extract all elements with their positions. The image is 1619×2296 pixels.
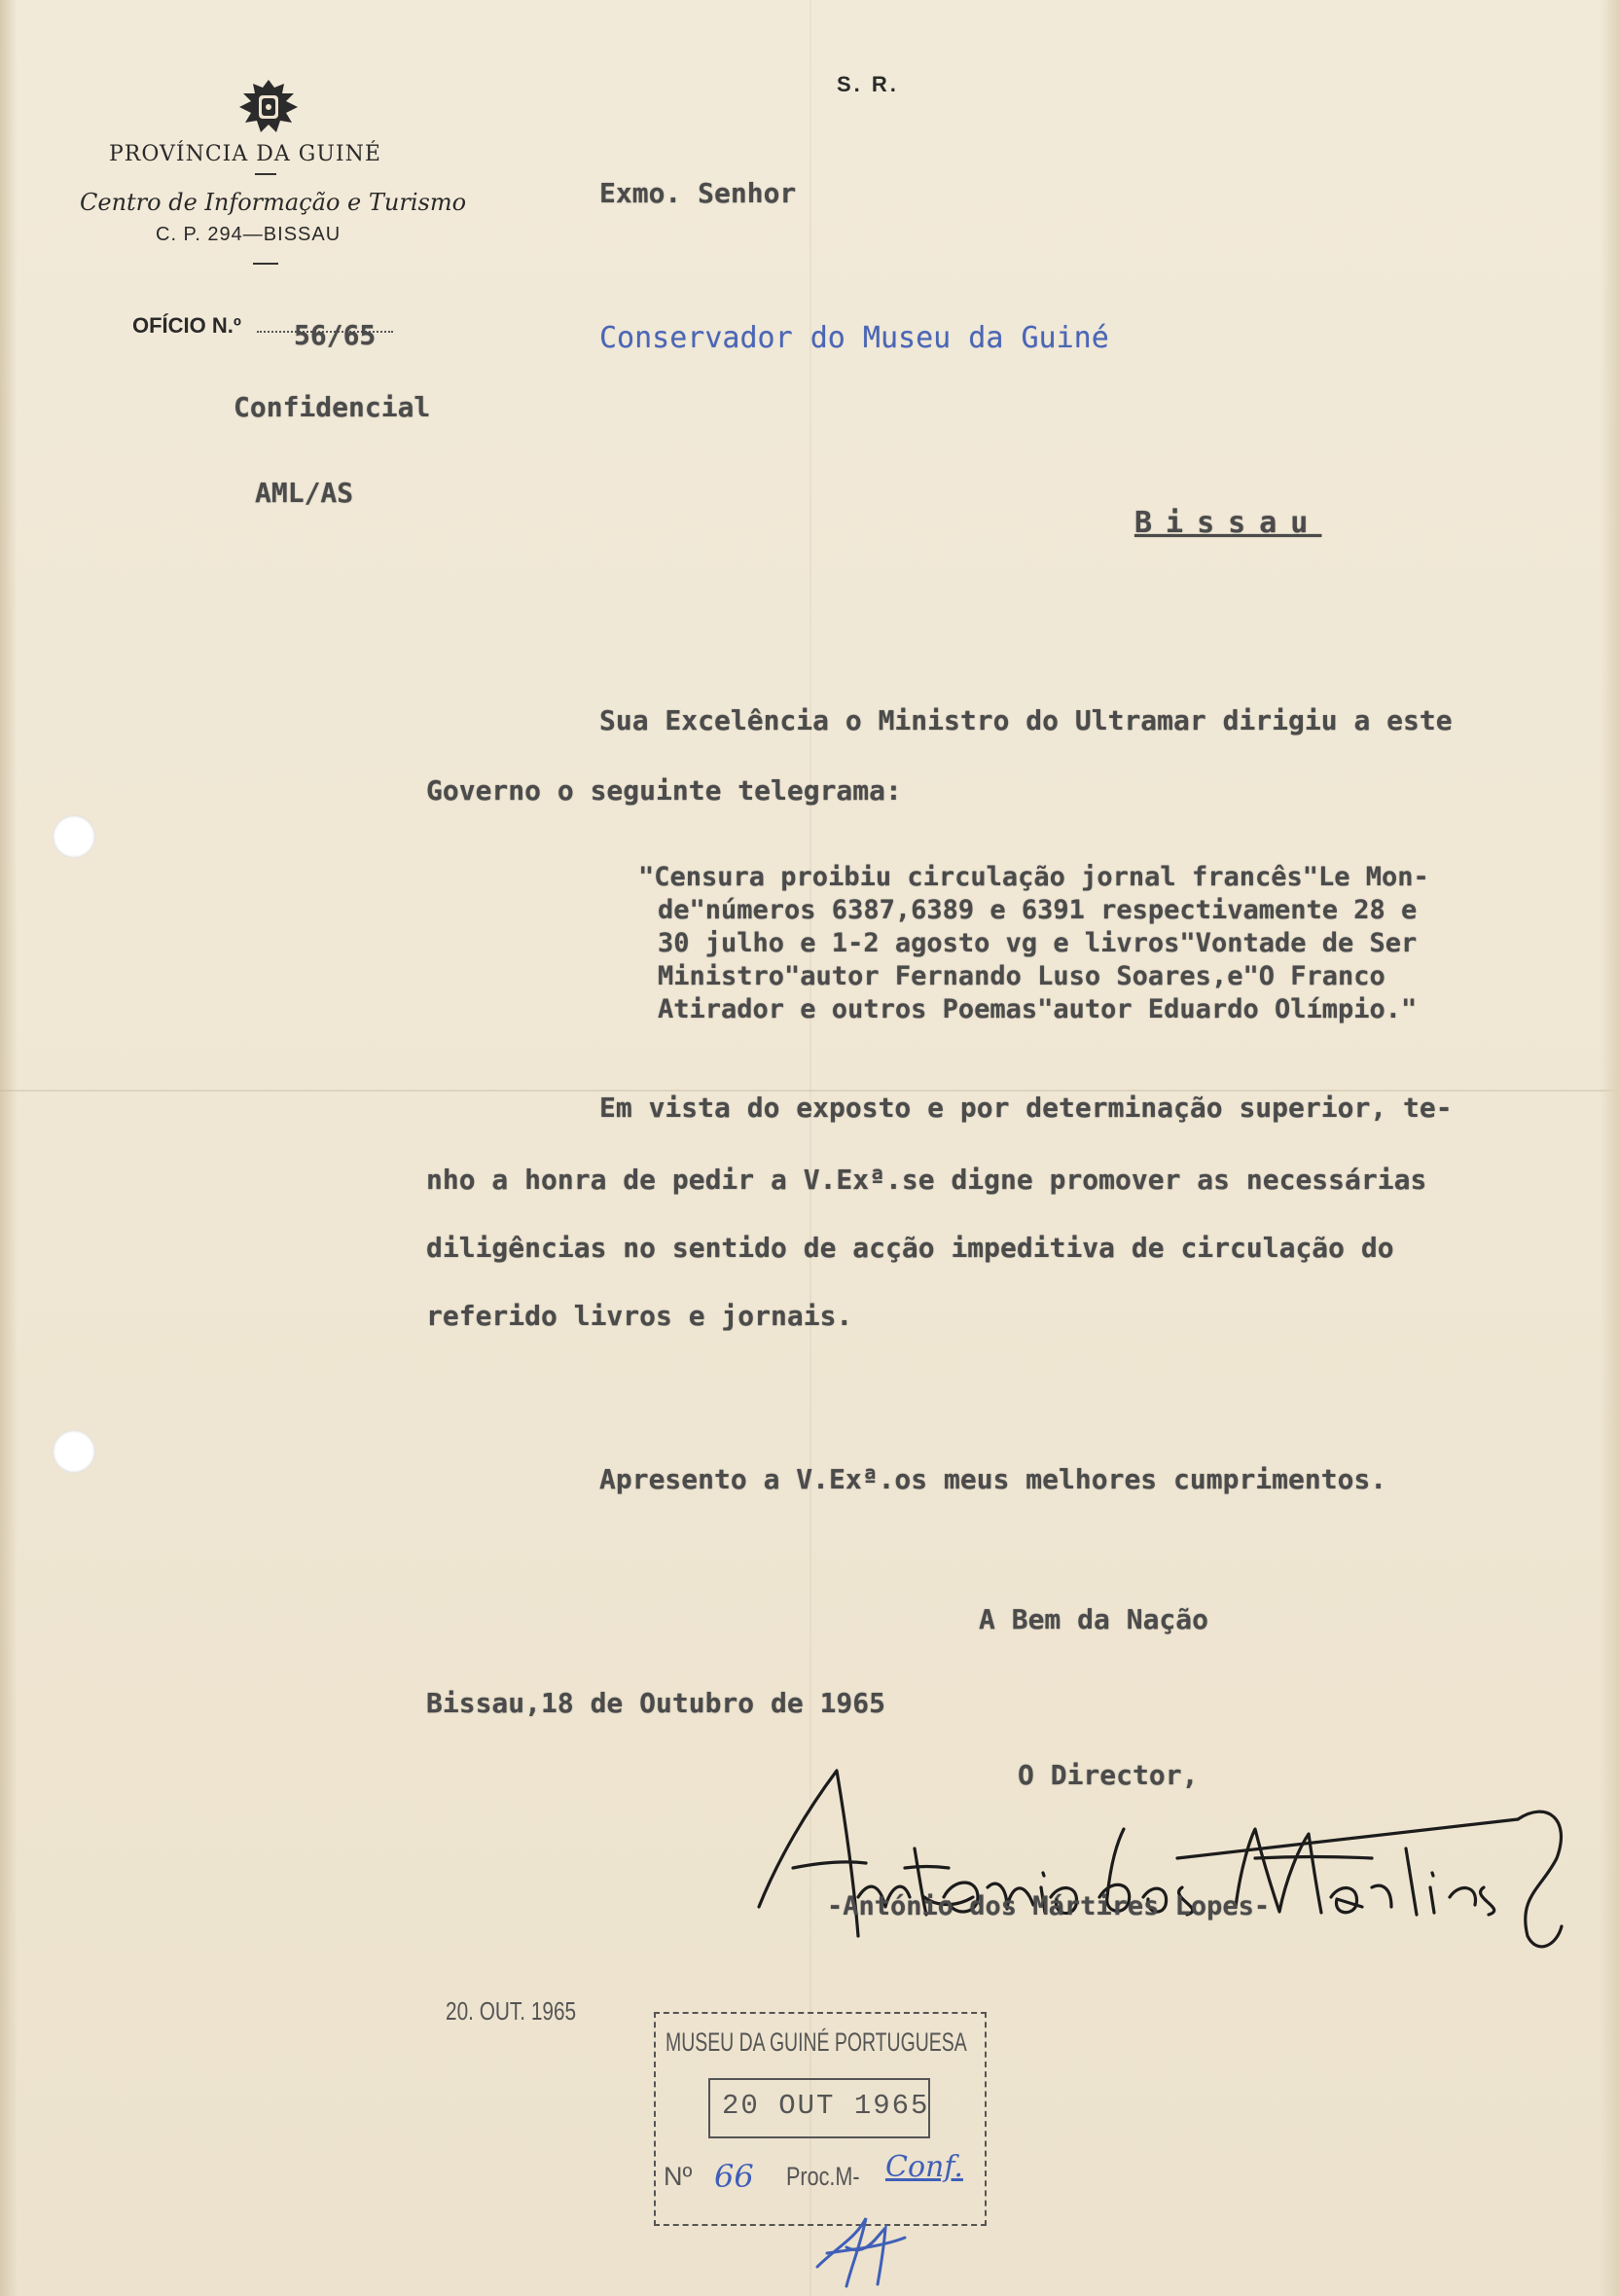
signatory-name: -António dos Mártires Lopes- bbox=[827, 1891, 1271, 1921]
paragraph-2-line: referido livros e jornais. bbox=[426, 1300, 853, 1332]
received-date-stamp: 20. OUT. 1965 bbox=[446, 1996, 577, 2026]
punch-hole bbox=[53, 1430, 95, 1473]
letterhead-address: C. P. 294—BISSAU bbox=[156, 224, 342, 245]
paragraph-2-line: diligências no sentido de acção impeditiva de circulação do bbox=[426, 1232, 1394, 1264]
reference: AML/AS bbox=[255, 477, 354, 509]
addressee-title: Conservador do Museu da Guiné bbox=[599, 321, 1109, 355]
coat-of-arms-emblem bbox=[230, 76, 307, 136]
addressee-city: Bissau bbox=[1134, 506, 1322, 540]
quote-line: Ministro"autor Fernando Luso Soares,e"O Franco bbox=[658, 961, 1385, 991]
paragraph-2-line: Em vista do exposto e por determinação superior, te- bbox=[599, 1092, 1453, 1124]
museum-stamp-number: 66 bbox=[714, 2158, 754, 2195]
oficio-label: OFÍCIO N.º bbox=[132, 313, 241, 338]
security-mark: S. R. bbox=[837, 72, 899, 96]
museum-stamp-proc-label: Proc.M- bbox=[786, 2162, 860, 2191]
classification: Confidencial bbox=[234, 391, 431, 423]
divider bbox=[255, 173, 276, 175]
handwritten-signature bbox=[749, 1741, 1586, 1965]
letterhead-province: PROVÍNCIA DA GUINÉ bbox=[109, 142, 381, 166]
date-line: Bissau,18 de Outubro de 1965 bbox=[426, 1687, 886, 1719]
divider bbox=[253, 263, 278, 265]
salutation: Exmo. Senhor bbox=[599, 177, 797, 209]
signatory-role: O Director, bbox=[1018, 1759, 1199, 1791]
museum-stamp-date-box bbox=[708, 2078, 930, 2138]
oficio-number: 56/65 bbox=[294, 319, 377, 351]
letterhead-center: Centro de Informação e Turismo bbox=[80, 189, 467, 216]
museum-stamp-date: 20 OUT 1965 bbox=[722, 2090, 930, 2122]
closing-line: Apresento a V.Exª.os meus melhores cumprimentos. bbox=[599, 1463, 1387, 1495]
museum-stamp bbox=[654, 2012, 987, 2226]
punch-hole bbox=[53, 815, 95, 858]
motto: A Bem da Nação bbox=[979, 1603, 1209, 1635]
museum-stamp-number-label: Nº bbox=[664, 2162, 693, 2191]
paragraph-1-line-1: Sua Excelência o Ministro do Ultramar dirigiu a este bbox=[599, 704, 1453, 736]
quote-line: Atirador e outros Poemas"autor Eduardo Olímpio." bbox=[658, 994, 1418, 1024]
paragraph-2-line: nho a honra de pedir a V.Exª.se digne promover as necessárias bbox=[426, 1164, 1427, 1196]
quote-line: 30 julho e 1-2 agosto vg e livros"Vontade de Ser bbox=[658, 928, 1418, 958]
quote-line: de"números 6387,6389 e 6391 respectivamente 28 e bbox=[658, 895, 1418, 925]
museum-stamp-name: MUSEU DA GUINÉ PORTUGUESA bbox=[666, 2027, 967, 2057]
paragraph-1-line-2: Governo o seguinte telegrama: bbox=[426, 774, 902, 807]
museum-stamp-proc-value: Conf. bbox=[885, 2150, 963, 2184]
initials-scribble bbox=[808, 2208, 915, 2290]
quote-line: "Censura proibiu circulação jornal francês"Le Mon- bbox=[638, 862, 1429, 892]
